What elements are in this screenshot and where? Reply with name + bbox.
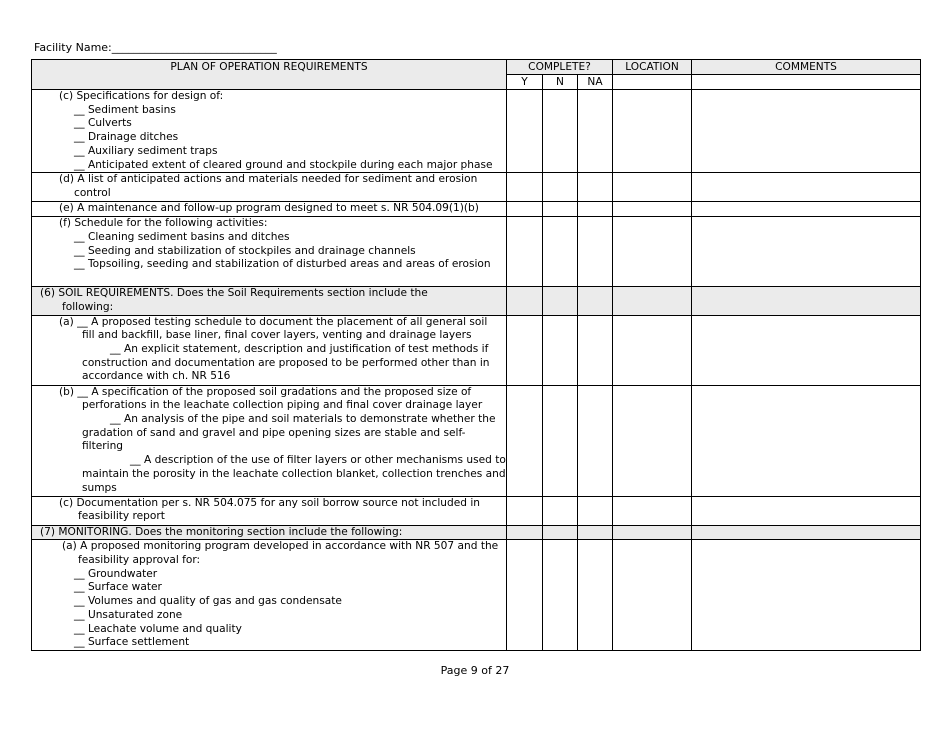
location-input-cell[interactable] [613, 385, 692, 496]
na-header: NA [578, 75, 613, 90]
requirement-cell [32, 385, 507, 496]
requirement-line: __ Drainage ditches [74, 131, 179, 144]
section-cell [507, 525, 543, 540]
requirement-line: __ An explicit statement, description and justification of test methods if [110, 343, 489, 356]
requirement-line: fill and backfill, base liner, final cover layers, venting and drainage layers [82, 329, 472, 342]
requirement-line: sumps [82, 481, 117, 494]
requirement-line: (a) A proposed monitoring program developed in accordance with NR 507 and the [62, 540, 499, 553]
comments-input-cell[interactable] [692, 217, 921, 287]
requirement-line: __ Culverts [74, 117, 132, 130]
y-header: Y [507, 75, 543, 90]
requirement-line: construction and documentation are proposed to be performed other than in [82, 356, 490, 369]
requirement-line: __ Sediment basins [74, 103, 176, 116]
complete-header: COMPLETE? [507, 60, 613, 75]
na-checkbox-cell[interactable] [578, 540, 613, 651]
requirement-line: __ Leachate volume and quality [74, 622, 242, 635]
comments-input-cell[interactable] [692, 315, 921, 385]
requirement-line: __ Volumes and quality of gas and gas condensate [74, 595, 342, 608]
section-cell [613, 525, 692, 540]
location-subheader [613, 75, 692, 90]
comments-input-cell[interactable] [692, 90, 921, 173]
facility-name-field: Facility Name:______________________________ [34, 41, 277, 54]
section-cell [692, 287, 921, 315]
section-row [32, 287, 921, 315]
na-checkbox-cell[interactable] [578, 385, 613, 496]
comments-subheader [692, 75, 921, 90]
requirement-line: (a) __ A proposed testing schedule to document the placement of all general soil [59, 315, 488, 328]
section-cell [543, 525, 578, 540]
na-checkbox-cell[interactable] [578, 173, 613, 202]
comments-input-cell[interactable] [692, 173, 921, 202]
n-checkbox-cell[interactable] [543, 496, 578, 525]
requirement-line: (c) Specifications for design of: [59, 90, 224, 102]
requirement-line: __ Unsaturated zone [74, 608, 183, 621]
section-cell [578, 287, 613, 315]
section-cell [543, 287, 578, 315]
na-checkbox-cell[interactable] [578, 90, 613, 173]
location-input-cell[interactable] [613, 315, 692, 385]
table-row [32, 315, 921, 385]
section-heading-cell [32, 287, 507, 315]
y-checkbox-cell[interactable] [507, 496, 543, 525]
table-row [32, 385, 921, 496]
requirement-line: (d) A list of anticipated actions and materials needed for sediment and erosion [59, 173, 478, 186]
section-cell [507, 287, 543, 315]
na-checkbox-cell[interactable] [578, 202, 613, 217]
table-row [32, 217, 921, 287]
section-heading-cell [32, 525, 507, 540]
requirement-line: feasibility report [78, 510, 165, 523]
section-cell [692, 525, 921, 540]
location-input-cell[interactable] [613, 496, 692, 525]
table-row [32, 202, 921, 217]
requirement-line: __ An analysis of the pipe and soil materials to demonstrate whether the [110, 413, 496, 426]
na-checkbox-cell[interactable] [578, 315, 613, 385]
requirement-line: feasibility approval for: [78, 554, 201, 567]
n-checkbox-cell[interactable] [543, 202, 578, 217]
n-checkbox-cell[interactable] [543, 540, 578, 651]
requirement-line: __ Groundwater [74, 567, 158, 580]
y-checkbox-cell[interactable] [507, 90, 543, 173]
requirement-line: __ Cleaning sediment basins and ditches [74, 230, 290, 243]
comments-input-cell[interactable] [692, 385, 921, 496]
requirement-line: __ Anticipated extent of cleared ground and stockpile during each major phase [74, 158, 493, 171]
section-heading: (6) SOIL REQUIREMENTS. Does the Soil Requirements section include the [40, 287, 428, 300]
table-row [32, 496, 921, 525]
section-heading: (7) MONITORING. Does the monitoring section include the following: [40, 525, 403, 538]
comments-input-cell[interactable] [692, 540, 921, 651]
n-checkbox-cell[interactable] [543, 315, 578, 385]
y-checkbox-cell[interactable] [507, 173, 543, 202]
requirements-table [31, 59, 921, 651]
location-input-cell[interactable] [613, 217, 692, 287]
comments-input-cell[interactable] [692, 202, 921, 217]
requirement-cell [32, 90, 507, 173]
requirement-line: __ Auxiliary sediment traps [74, 144, 218, 157]
requirements-header: PLAN OF OPERATION REQUIREMENTS [32, 60, 507, 90]
requirement-line: filtering [82, 440, 124, 453]
section-row [32, 525, 921, 540]
requirement-cell [32, 496, 507, 525]
page-number: Page 9 of 27 [440, 664, 510, 677]
y-checkbox-cell[interactable] [507, 217, 543, 287]
location-input-cell[interactable] [613, 202, 692, 217]
location-input-cell[interactable] [613, 173, 692, 202]
requirement-line: __ Surface settlement [74, 636, 190, 649]
section-heading: following: [62, 300, 114, 313]
n-header: N [543, 75, 578, 90]
table-row [32, 540, 921, 651]
table-row [32, 173, 921, 202]
comments-input-cell[interactable] [692, 496, 921, 525]
n-checkbox-cell[interactable] [543, 385, 578, 496]
location-input-cell[interactable] [613, 540, 692, 651]
requirement-line: control [74, 186, 111, 199]
y-checkbox-cell[interactable] [507, 315, 543, 385]
requirement-cell [32, 540, 507, 651]
n-checkbox-cell[interactable] [543, 217, 578, 287]
requirement-cell [32, 202, 507, 217]
y-checkbox-cell[interactable] [507, 540, 543, 651]
requirement-cell [32, 315, 507, 385]
y-checkbox-cell[interactable] [507, 385, 543, 496]
requirement-line: (f) Schedule for the following activities: [59, 217, 268, 230]
requirement-line: (b) __ A specification of the proposed soil gradations and the proposed size of [59, 385, 472, 398]
section-cell [613, 287, 692, 315]
requirement-line: __ Topsoiling, seeding and stabilization of disturbed areas and areas of erosion [74, 258, 491, 271]
location-input-cell[interactable] [613, 90, 692, 173]
requirement-line: perforations in the leachate collection piping and final cover drainage layer [82, 399, 483, 412]
table-row [32, 90, 921, 173]
requirement-cell [32, 217, 507, 287]
comments-header: COMMENTS [692, 60, 921, 75]
na-checkbox-cell[interactable] [578, 217, 613, 287]
requirement-line: gradation of sand and gravel and pipe opening sizes are stable and self- [82, 426, 466, 439]
requirement-line: (c) Documentation per s. NR 504.075 for any soil borrow source not included in [59, 496, 480, 509]
requirement-line: __ Seeding and stabilization of stockpiles and drainage channels [74, 244, 416, 257]
requirement-line: accordance with ch. NR 516 [82, 370, 231, 383]
section-cell [578, 525, 613, 540]
header-row [32, 60, 921, 75]
location-header: LOCATION [613, 60, 692, 75]
requirement-line: __ Surface water [74, 581, 162, 594]
y-checkbox-cell[interactable] [507, 202, 543, 217]
na-checkbox-cell[interactable] [578, 496, 613, 525]
requirement-line: (e) A maintenance and follow-up program designed to meet s. NR 504.09(1)(b) [59, 202, 479, 215]
requirement-line: maintain the porosity in the leachate collection blanket, collection trenches and [82, 467, 506, 480]
n-checkbox-cell[interactable] [543, 90, 578, 173]
requirement-line: __ A description of the use of filter layers or other mechanisms used to [130, 454, 506, 467]
requirement-cell [32, 173, 507, 202]
n-checkbox-cell[interactable] [543, 173, 578, 202]
